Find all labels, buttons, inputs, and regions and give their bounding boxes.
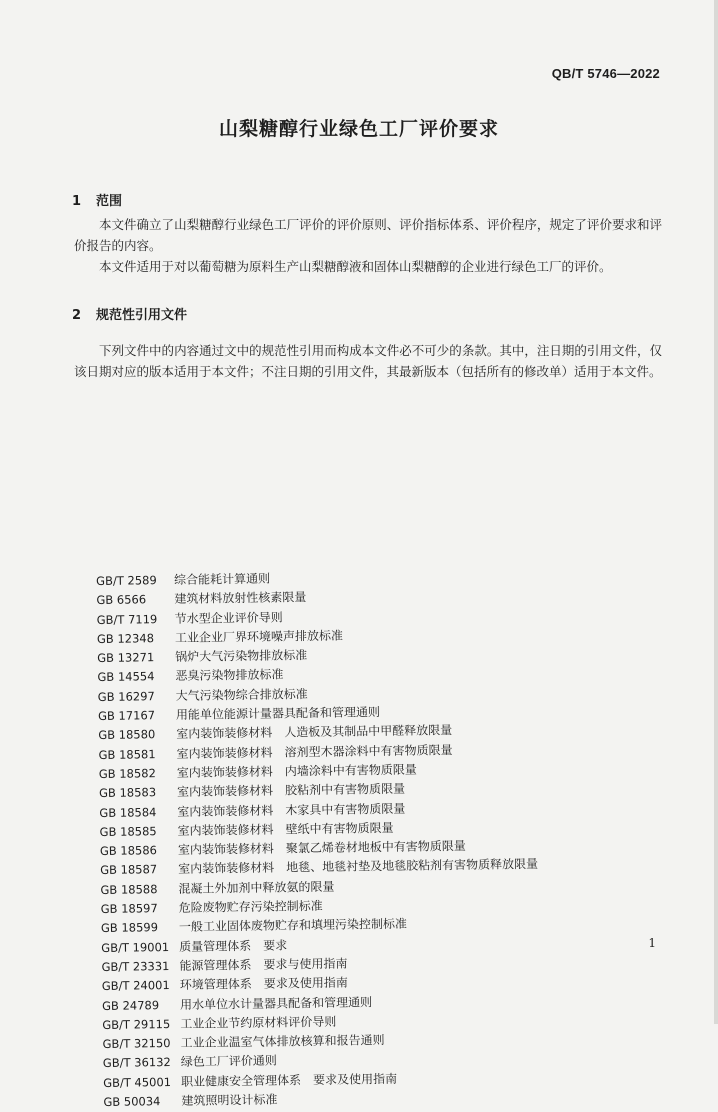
reference-title: 职业健康安全管理体系 要求及使用指南 (181, 1071, 398, 1089)
reference-code: GB 18599 (100, 920, 159, 936)
reference-code: GB 18597 (100, 901, 158, 917)
reference-code: GB 6566 (96, 592, 147, 608)
reference-title: 建筑材料放射性核素限量 (174, 590, 307, 607)
reference-title: 能源管理体系 要求与使用指南 (179, 956, 348, 973)
reference-title: 大气污染物综合排放标准 (175, 686, 308, 703)
reference-code: GB/T 32150 (102, 1036, 171, 1052)
reference-title: 危险废物贮存污染控制标准 (178, 898, 323, 915)
reference-title: 室内装饰装修材料 内墙涂料中有害物质限量 (176, 762, 417, 780)
reference-title: 节水型企业评价导则 (174, 609, 283, 626)
references-intro-paragraph: 下列文件中的内容通过文中的规范性引用而构成本文件必不可少的条款。其中，注日期的引用文件，仅该日期对应的版本适用于本文件；不注日期的引用文件，其最新版本（包括所有的修改单）适用于本文件。 (74, 343, 662, 379)
reference-title: 建筑照明设计标准 (181, 1092, 278, 1108)
reference-title: 室内装饰装修材料 木家具中有害物质限量 (177, 801, 406, 819)
reference-code: GB 24789 (101, 997, 160, 1013)
section-title: 范围 (96, 194, 123, 209)
section-heading-normative-references (72, 304, 187, 323)
reference-title: 室内装饰装修材料 胶粘剂中有害物质限量 (176, 781, 406, 800)
reference-code: GB 18582 (98, 766, 156, 781)
reference-code: GB 13271 (97, 650, 155, 666)
reference-title: 环境管理体系 要求及使用指南 (179, 975, 348, 993)
reference-code: GB 16297 (97, 688, 155, 704)
reference-code: GB/T 36132 (102, 1055, 171, 1071)
reference-title: 室内装饰装修材料 聚氯乙烯卷材地板中有害物质限量 (177, 839, 466, 858)
reference-list (96, 566, 542, 1112)
reference-title: 质量管理体系 要求 (179, 938, 288, 954)
scope-paragraph-1: 本文件确立了山梨糖醇行业绿色工厂评价的评价原则、评价指标体系、评价程序，规定了评价要求和评价报告的内容。 (74, 217, 662, 253)
reference-title: 恶臭污染物排放标准 (175, 667, 284, 684)
reference-code: GB 18581 (98, 746, 156, 762)
reference-title: 混凝土外加剂中释放氨的限量 (178, 879, 335, 896)
section-title: 规范性引用文件 (96, 308, 188, 323)
reference-code: GB 17167 (97, 708, 156, 724)
document-title: 山梨糖醇行业绿色工厂评价要求 (218, 118, 499, 140)
reference-title: 室内装饰装修材料 地毯、地毯衬垫及地毯胶粘剂有害物质释放限量 (178, 857, 539, 877)
reference-title: 工业企业温室气体排放核算和报告通则 (180, 1033, 385, 1050)
reference-code: GB 50034 (103, 1094, 161, 1109)
reference-title: 室内装饰装修材料 溶剂型木器涂料中有害物质限量 (176, 742, 453, 761)
document-number: QB/T 5746—2022 (551, 66, 660, 81)
reference-code: GB/T 19001 (101, 939, 170, 955)
reference-code: GB 18586 (99, 843, 158, 859)
reference-title: 工业企业节约原材料评价导则 (180, 1014, 337, 1031)
page-edge-shadow (714, 0, 718, 1024)
reference-title: 综合能耗计算通则 (174, 571, 271, 587)
section-number: 2 (72, 308, 82, 323)
section-number: 1 (72, 194, 82, 209)
reference-code: GB 12348 (96, 631, 155, 646)
page-number: 1 (648, 936, 656, 950)
reference-code: GB/T 45001 (103, 1074, 172, 1090)
reference-code: GB/T 24001 (101, 978, 170, 994)
reference-title: 室内装饰装修材料 人造板及其制品中甲醛释放限量 (176, 723, 453, 742)
reference-title: 用水单位水计量器具配备和管理通则 (179, 994, 373, 1012)
reference-code: GB 18583 (98, 785, 157, 801)
scope-paragraph-2: 本文件适用于对以葡萄糖为原料生产山梨糖醇液和固体山梨糖醇的企业进行绿色工厂的评价。 (99, 259, 612, 274)
reference-title: 一般工业固体废物贮存和填埋污染控制标准 (178, 917, 408, 935)
reference-code: GB 18588 (100, 881, 158, 897)
reference-code: GB 18580 (98, 727, 156, 743)
reference-title: 工业企业厂界环境噪声排放标准 (174, 628, 344, 645)
reference-title: 绿色工厂评价通则 (180, 1053, 277, 1070)
reference-code: GB/T 2589 (96, 573, 157, 588)
reference-code: GB/T 7119 (96, 611, 158, 627)
reference-code: GB 18584 (99, 804, 157, 820)
reference-code: GB/T 29115 (102, 1016, 171, 1032)
reference-code: GB 14554 (97, 669, 155, 685)
section-heading-scope (72, 190, 122, 209)
reference-code: GB/T 23331 (101, 958, 170, 974)
reference-title: 用能单位能源计量器具配备和管理通则 (175, 705, 381, 722)
reference-code: GB 18585 (99, 824, 157, 839)
reference-title: 锅炉大气污染物排放标准 (175, 648, 308, 665)
reference-title: 室内装饰装修材料 壁纸中有害物质限量 (177, 820, 394, 838)
reference-code: GB 18587 (100, 862, 158, 878)
